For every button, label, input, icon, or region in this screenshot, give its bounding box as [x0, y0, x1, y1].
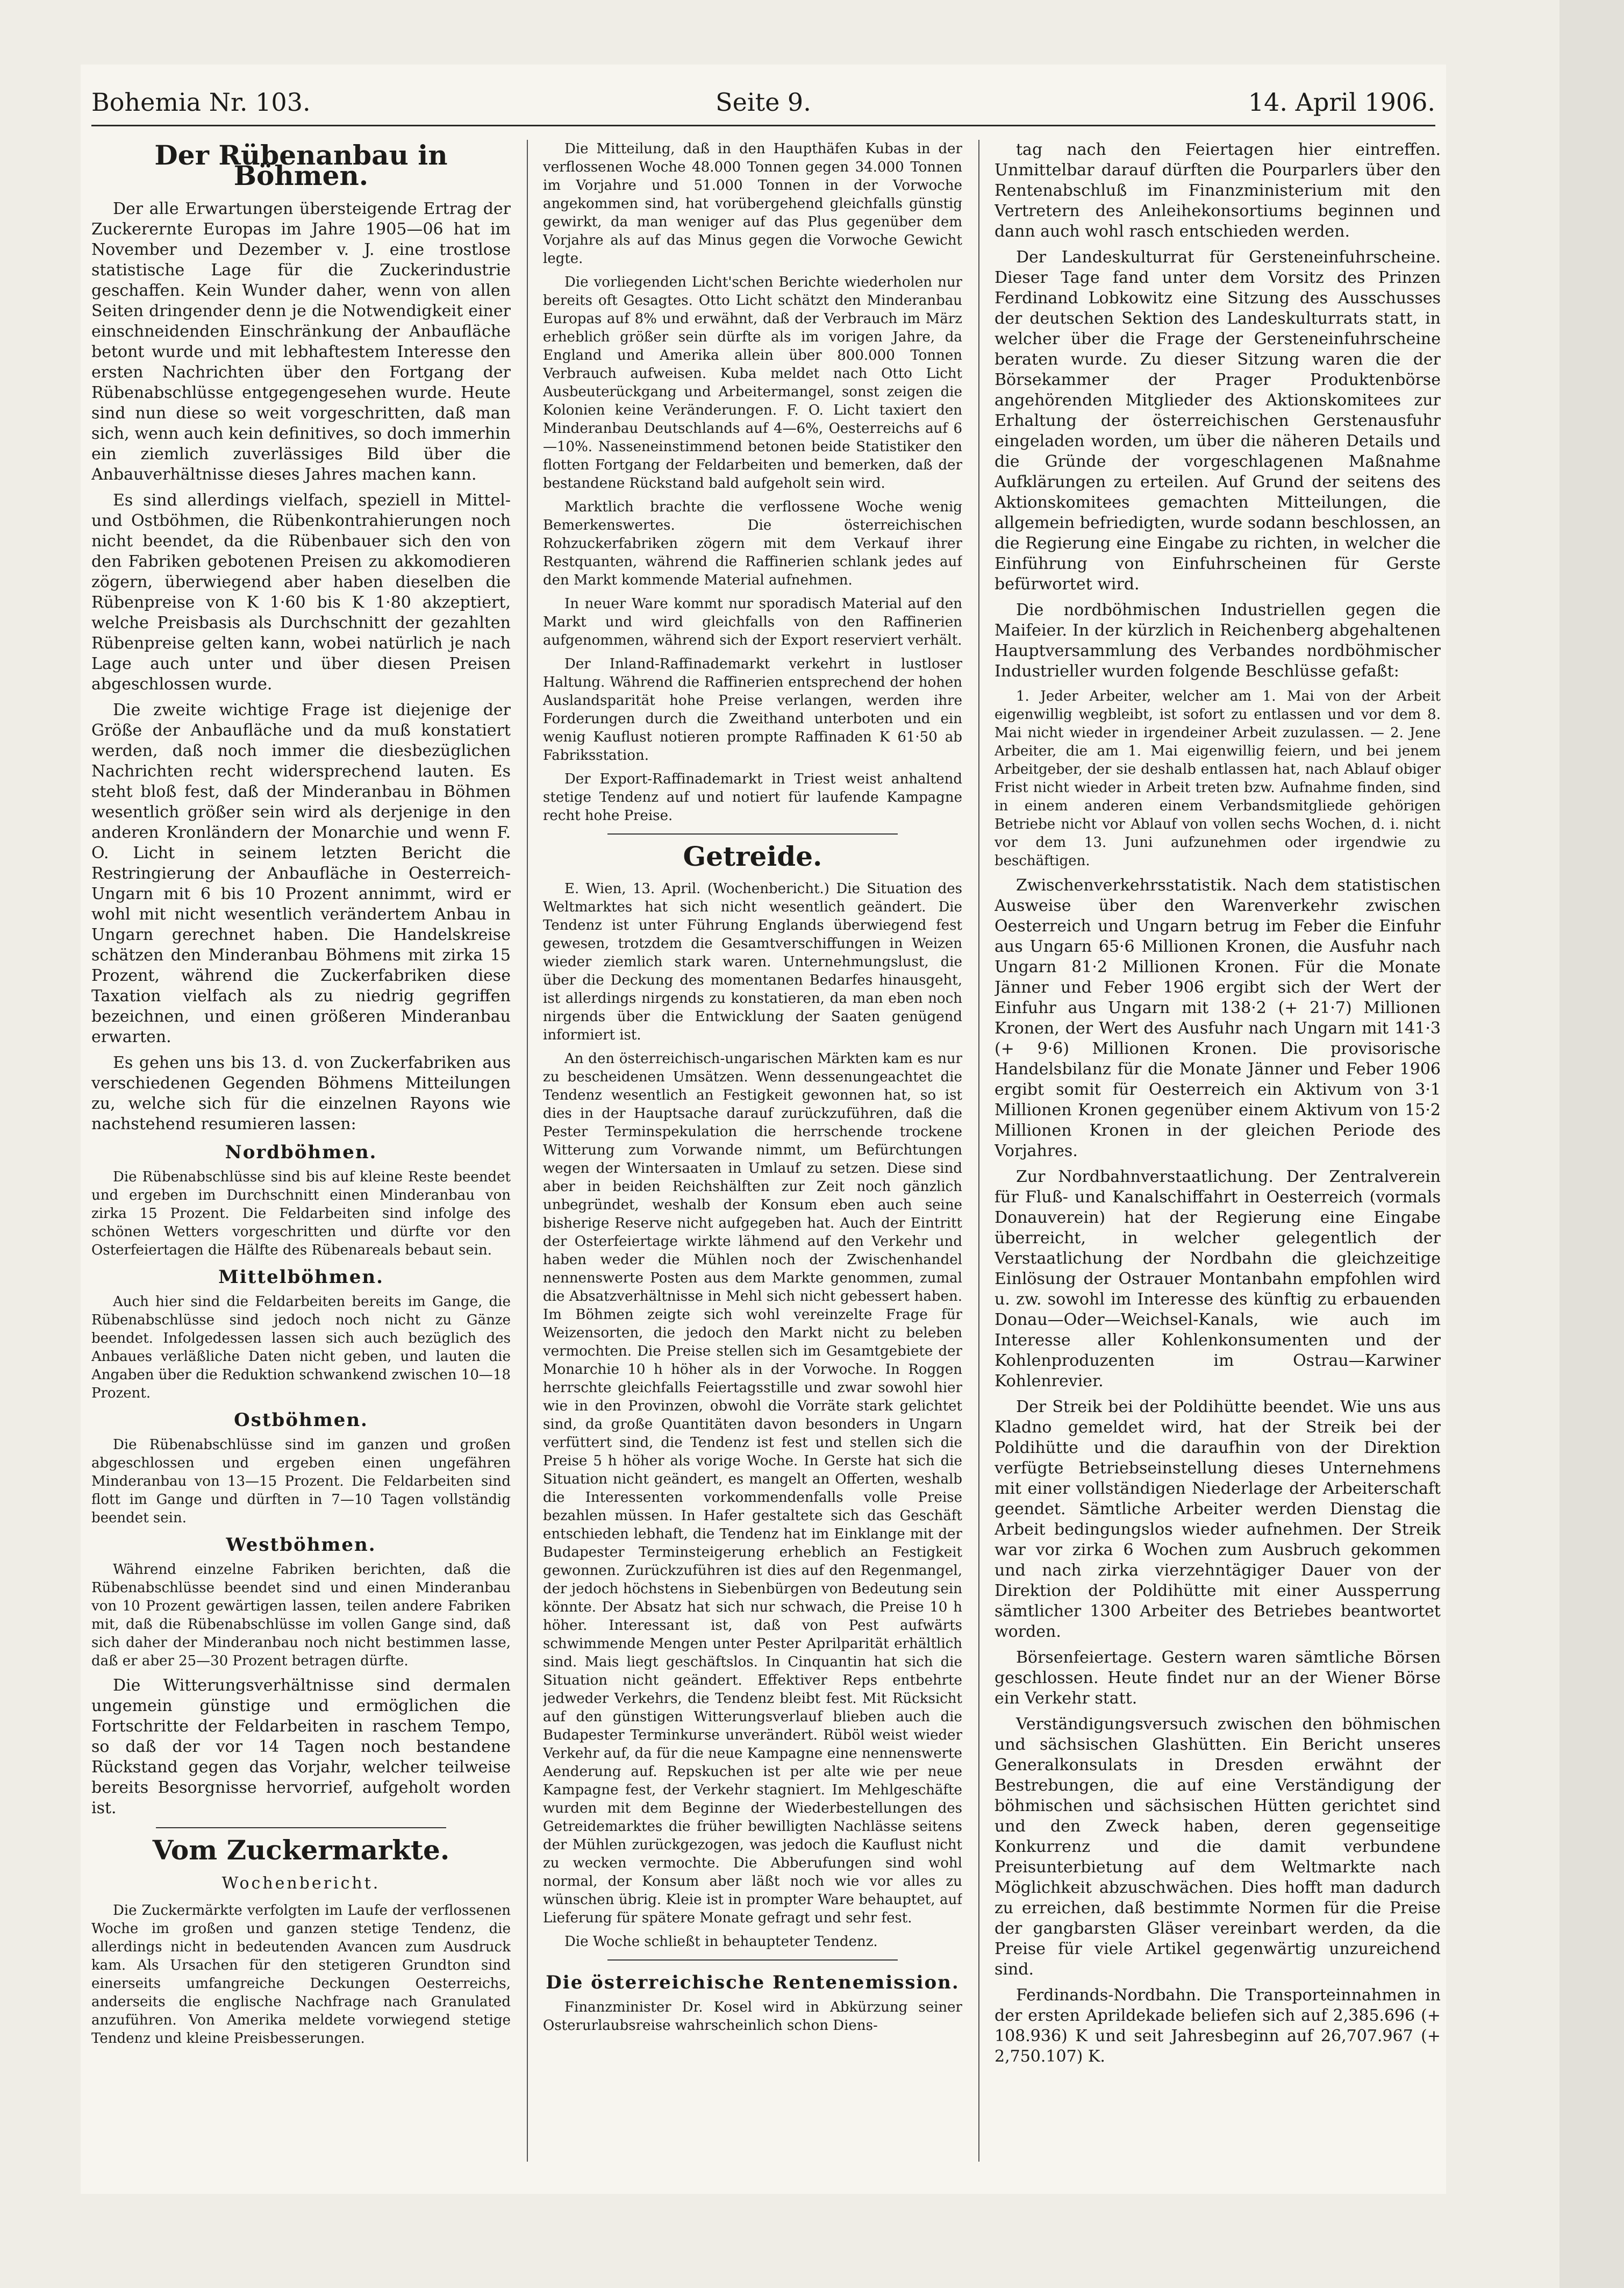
column-rule-2: [978, 140, 979, 2162]
paragraph: Die Woche schließt in behaupteter Tendenz.: [564, 1934, 878, 1950]
paragraph: Die nordböhmischen Industriellen gegen die Maifeier. In der kürzlich in Reichenberg abgehaltenen Hauptversammlung des Verbandes nordböhmischer Industrieller wurden folgende Beschlüsse gefaßt:: [995, 601, 1441, 681]
paragraph: Es gehen uns bis 13. d. von Zuckerfabriken aus verschiedenen Gegenden Böhmens Mitteilungen zu, welche sich für die einzelnen Rayons wie nachstehend resumieren lassen:: [91, 1053, 511, 1134]
paragraph: 1. Jeder Arbeiter, welcher am 1. Mai von der Arbeit eigenwillig wegbleibt, ist sofort zu entlassen und vor dem 8. Mai nicht wieder in irgendeiner Arbeit zuzulassen. — 2. Jene Arbeiter, die am 1. Mai eigenwillig feiern, und bei jenem Arbeitgeber, der sie deshalb entlassen hat, nach Ablauf obiger Frist nicht wieder in Arbeit treten bzw. Aufnahme finden, sind in einem anderen einem Verbandsmitgliede gehörigen Betriebe nicht vor Ablauf von vollen sechs Wochen, d. i. nicht vor dem 13. Juni aufzunehmen oder irgendwie zu beschäftigen.: [995, 688, 1441, 869]
newspaper-page: [81, 65, 1446, 2194]
paragraph: Börsenfeiertage. Gestern waren sämtliche Börsen geschlossen. Heute findet nur an der Wiener Börse ein Verkehr statt.: [995, 1648, 1441, 1708]
paragraph: Der Streik bei der Poldihütte beendet. Wie uns aus Kladno gemeldet wird, hat der Streik bei der Poldihütte und die daraufhin von der Direktion verfügte Betriebseinstellung dieses Unternehmens mit einer vollständigen Niederlage der Arbeiterschaft geendet. Sämtliche Arbeiter werden Dienstag die Arbeit bedingungslos wieder aufnehmen. Der Streik war vor zirka 6 Wochen zum Ausbruch gekommen und nach zirka vierzehntägiger Dauer von der Direktion der Poldihütte mit einer Aussperrung sämtlicher 1300 Arbeiter des Betriebes beantwortet worden.: [995, 1398, 1441, 1641]
header-right: 14. April 1906.: [1248, 88, 1435, 117]
section-heading-mittelboehmen: Mittelböhmen.: [218, 1266, 384, 1288]
paragraph: Der Landeskulturrat für Gersteneinfuhrscheine. Dieser Tage fand unter dem Vorsitz des Prinzen Ferdinand Lobkowitz eine Sitzung des Ausschusses der deutschen Sektion des Landeskulturrats statt, in welcher über die Frage der Gersteneinfuhrscheine beraten wurde. Zu dieser Sitzung waren die der Börsekammer der Prager Produktenbörse angehörenden Mitglieder des Aktionskomitees zur Erhaltung der österreichischen Gerstenausfuhr eingeladen worden, um über die näheren Details und die Gründe der vorgeschlagenen Maßnahme Aufklärungen zu erteilen. Auf Grund der seitens des Aktionskomitees gemachten Mitteilungen, die allgemein befriedigten, wurde sodann beschlossen, an die Regierung eine Eingabe zu richten, in welcher die Einführung von Einfuhrscheinen für Gerste befürwortet wird.: [995, 248, 1441, 594]
paragraph: E. Wien, 13. April. (Wochenbericht.) Die Situation des Weltmarktes hat sich nicht wesentlich geändert. Die Tendenz ist unter Führung Englands überwiegend fest gewesen, trotzdem die Gesamtverschiffungen in Weizen wieder ziemlich stark waren. Unternehmungslust, die über die Deckung des momentanen Bedarfes hinausgeht, ist allerdings nirgends zu konstatieren, da man eben noch nirgends über die Entwicklung der Saaten genügend informiert ist.: [543, 881, 962, 1043]
article-separator: [607, 833, 898, 835]
paragraph: Die Zuckermärkte verfolgten im Laufe der verflossenen Woche im großen und ganzen stetige Tendenz, die allerdings nicht in bedeutenden Avancen zum Ausdruck kam. Als Ursachen für den stetigeren Grundton sind einerseits umfangreiche Deckungen Oesterreichs, anderseits die englische Nachfrage nach Granulated anzuführen. Von Amerika meldete vorwiegend stetige Tendenz und kleine Preisbesserungen.: [91, 1902, 511, 2047]
paragraph: Verständigungsversuch zwischen den böhmischen und sächsischen Glashütten. Ein Bericht unseres Generalkonsulats in Dresden erwähnt der Bestrebungen, die auf eine Verständigung der böhmischen und sächsischen Hütten gerichtet sind und den Zweck haben, deren gegenseitige Konkurrenz und die damit verbundene Preisunterbietung auf dem Weltmarkte nach Möglichkeit abzuschwächen. Dies hofft man dadurch zu erreichen, daß bestimmte Normen für die Preise der gangbarsten Gläser vereinbart werden, da die Preise für viele Artikel gegenwärtig unzureichend sind.: [995, 1715, 1441, 1979]
paragraph: An den österreichisch-ungarischen Märkten kam es nur zu bescheidenen Umsätzen. Wenn dessenungeachtet die Tendenz wesentlich an Festigkeit gewonnen hat, so ist dies in der Hauptsache darauf zurückzuführen, daß die Pester Terminspekulation die herrschende trockene Witterung zum Vorwande nimmt, um Befürchtungen wegen der Wintersaaten in Umlauf zu setzen. Diese sind aber in beiden Reichshälften zur Zeit noch gänzlich unbegründet, weshalb der Konsum eben auch seine bisherige Reserve nicht aufgegeben hat. Auch der Eintritt der Osterfeiertage wirkte lähmend auf den Verkehr und haben weder die Mühlen noch der Zwischenhandel nennenswerte Posten aus dem Markte genommen, zumal die Absatzverhältnisse in Mehl sich nicht gebessert haben. Im Böhmen zeigte sich wohl vereinzelte Frage für Weizensorten, die jedoch den Markt nicht zu beleben vermochten. Die Preise stellen sich im Gesamtgebiete der Monarchie 10 h höher als in der Vorwoche. In Roggen herrschte gleichfalls Feiertagsstille und zwar sowohl hier wie in den Provinzen, obwohl die Vorräte stark gelichtet sind, da große Quantitäten davon besonders in Ungarn verfüttert sind, die Tendenz ist fest und stellen sich die Preise 5 h höher als vorige Woche. In Gerste hat sich die Situation nicht geändert, es mangelt an Offerten, weshalb die Interessenten vorkommendenfalls volle Preise bezahlen müssen. In Hafer gestaltete sich das Geschäft entschieden lebhaft, die Tendenz hat im Einklange mit der Budapester Terminsteigerung erheblich an Festigkeit gewonnen. Zurückzuführen ist dies auf den Regenmangel, der jedoch höchstens in Siebenbürgen von Bedeutung sein könnte. Der Absatz hat sich nur schwach, die Preise 10 h höher. Interessant ist, daß von Pest aufwärts schwimmende Mengen unter Pester Aprilparität erhältlich sind. Mais liegt geschäftslos. In Cinquantin hat sich die Situation nicht geändert. Effektiver Reps entbehrte jedweder Verkehrs, die Tendenz bleibt fest. Mit Rücksicht auf den günstigen Witterungsverlauf blieben auch die Budapester Terminkurse unverändert. Rüböl weist wieder Verkehr auf, da für die neue Kampagne eine nennenswerte Aenderung auf. Repskuchen ist per alte wie per neue Kampagne fest, der Verkehr stagniert. Im Mehlgeschäfte wurden mit dem Beginne der Wiederbestellungen des Getreidemarktes die früher bewilligten Nachlässe seitens der Mühlen zurückgezogen, was jedoch die Kauflust nicht zu wecken vermochte. Die Abberufungen sind wohl normal, der Konsum aber läßt noch wie vor alles zu wünschen übrig. Kleie ist in prompter Ware behauptet, auf Lieferung für spätere Monate gefragt und sehr fest.: [543, 1051, 962, 1926]
header-left: Bohemia Nr. 103.: [91, 88, 311, 117]
article-separator: [156, 1827, 446, 1828]
article-separator: [607, 1959, 898, 1961]
header-center: Seite 9.: [716, 88, 811, 117]
paragraph: Während einzelne Fabriken berichten, daß die Rübenabschlüsse beendet sind und einen Minderanbau von 10 Prozent gewärtigen lassen, teilen andere Fabriken mit, daß die Rübenabschlüsse im vollen Gange sind, daß sich daher der Minderanbau noch nicht bestimmen lasse, daß er aber 25—30 Prozent betragen dürfte.: [91, 1562, 511, 1669]
scan-margin: [1559, 0, 1624, 2288]
page-header: [91, 83, 1435, 121]
column-2: [543, 140, 962, 2189]
paragraph: Der Export-Raffinademarkt in Triest weist anhaltend stetige Tendenz auf und notiert für laufende Kampagne recht hohe Preise.: [543, 771, 962, 824]
paragraph: Die Witterungsverhältnisse sind dermalen ungemein günstige und ermöglichen die Fortschritte der Feldarbeiten in raschem Tempo, so daß der vor 14 Tagen noch bestandene Rückstand gegen das Vorjahr, welcher teilweise bereits Besorgnisse hervorrief, aufgeholt worden ist.: [91, 1676, 511, 1817]
paragraph: Der Inland-Raffinademarkt verkehrt in lustloser Haltung. Während die Raffinerien entsprechend der hohen Auslandsparität hohe Preise verlangen, werden ihre Forderungen durch die Zweithand unterboten und ein wenig Kauflust notieren prompte Raffinaden K 61·50 ab Fabriksstation.: [543, 656, 962, 764]
paragraph: Auch hier sind die Feldarbeiten bereits im Gange, die Rübenabschlüsse sind jedoch noch nicht zu Gänze beendet. Infolgedessen lassen sich auch bezüglich des Anbaues verläßliche Daten nicht geben, und lauten die Angaben über die Reduktion schwankend zwischen 10—18 Prozent.: [91, 1294, 511, 1401]
paragraph: Marktlich brachte die verflossene Woche wenig Bemerkenswertes. Die österreichischen Rohzuckerfabriken zögern mit dem Verkauf ihrer Restquanten, während die Raffinerien schlank jedes auf den Markt kommende Material aufnehmen.: [543, 499, 962, 588]
paragraph: Der alle Erwartungen übersteigende Ertrag der Zuckerernte Europas im Jahre 1905—06 hat im November und Dezember v. J. eine trostlose statistische Lage für die Zuckerindustrie geschaffen. Kein Wunder daher, wenn von allen Seiten dringender denn je die Notwendigkeit einer einschneidenden Einschränkung der Anbaufläche betont wurde und mit lebhaftestem Interesse den ersten Nachrichten über den Fortgang der Rübenabschlüsse entgegengesehen wurde. Heute sind nun diese so weit vorgeschritten, daß man sich, wenn auch kein definitives, so doch immerhin ein ziemlich zuverlässiges Bild über die Anbauverhältnisse dieses Jahres machen kann.: [91, 199, 511, 484]
paragraph: Finanzminister Dr. Kosel wird in Abkürzung seiner Osterurlaubsreise wahrscheinlich schon Diens-: [543, 1999, 962, 2034]
section-heading-westboehmen: Westböhmen.: [226, 1534, 376, 1556]
paragraph: Es sind allerdings vielfach, speziell in Mittel- und Ostböhmen, die Rübenkontrahierungen noch nicht beendet, da die Rübenbauer sich den von den Fabriken gebotenen Preisen zu akkomodieren zögern, überwiegend aber haben dieselben die Rübenpreise von K 1·60 bis K 1·80 akzeptiert, welche Preisbasis als Durchschnitt der gezahlten Rübenpreise gelten kann, wobei natürlich je nach Lage auch unter und über diesen Preisen abgeschlossen wurde.: [91, 491, 511, 694]
column-1: [91, 140, 511, 2189]
article-title-zuckermarkt: Vom Zuckermarkte.: [152, 1834, 450, 1866]
paragraph: Die Rübenabschlüsse sind bis auf kleine Reste beendet und ergeben im Durchschnitt einen Minderanbau von zirka 15 Prozent. Die Feldarbeiten sind infolge des schönen Wetters vorgeschritten und dürfte vor den Osterfeiertagen die Hälfte des Rübenareals bebaut sein.: [91, 1169, 511, 1258]
article-title-getreide: Getreide.: [683, 840, 822, 872]
column-3: [995, 140, 1441, 2189]
paragraph: Die zweite wichtige Frage ist diejenige der Größe der Anbaufläche und da muß konstatiert werden, daß noch immer die diesbezüglichen Nachrichten recht widersprechend lauten. Es steht bloß fest, daß der Minderanbau in Böhmen wesentlich größer sein wird als derjenige in den anderen Kronländern der Monarchie und wenn F. O. Licht in seinem letzten Bericht die Restringierung der Anbaufläche in Oesterreich-Ungarn mit 6 bis 10 Prozent annimmt, wird er wohl mit nicht wesentlich verändertem Anbau in Ungarn gerechnet haben. Die Handelskreise schätzen den Minderanbau Böhmens mit zirka 15 Prozent, während die Zuckerfabriken diese Taxation vielfach als zu niedrig gegriffen bezeichnen, und einen größeren Minderanbau erwarten.: [91, 701, 511, 1046]
paragraph: Zur Nordbahnverstaatlichung. Der Zentralverein für Fluß- und Kanalschiffahrt in Oesterreich (vormals Donauverein) hat der Regierung eine Eingabe überreicht, in welcher gelegentlich der Verstaatlichung der Nordbahn die gleichzeitige Einlösung der Ostrauer Montanbahn empfohlen wird u. zw. sowohl im Interesse des künftig zu erbauenden Donau—Oder—Weichsel-Kanals, wie auch im Interesse aller Kohlenkonsumenten und der Kohlenproduzenten im Ostrau—Karwiner Kohlenrevier.: [995, 1167, 1441, 1391]
paragraph: Die Mitteilung, daß in den Haupthäfen Kubas in der verflossenen Woche 48.000 Tonnen gegen 34.000 Tonnen im Vorjahre und 51.000 Tonnen in der Vorwoche angekommen sind, hat vorübergehend gleichfalls günstig gewirkt, da man weniger auf das Plus gegenüber dem Vorjahre als auf das Minus gegen die Vorwoche Gewicht legte.: [543, 141, 962, 267]
paragraph: tag nach den Feiertagen hier eintreffen. Unmittelbar darauf dürften die Pourparlers über den Rentenabschluß im Finanzministerium mit den Vertretern des Anleihekonsortiums beginnen und dann auch wohl rasch entschieden werden.: [995, 140, 1441, 241]
header-rule: [91, 125, 1435, 126]
paragraph: Die Rübenabschlüsse sind im ganzen und großen abgeschlossen und ergeben einen ungefähren Minderanbau von 13—15 Prozent. Die Feldarbeiten sind flott im Gange und dürften in 7—10 Tagen vollständig beendet sein.: [91, 1437, 511, 1526]
paragraph: Zwischenverkehrsstatistik. Nach dem statistischen Ausweise über den Warenverkehr zwischen Oesterreich und Ungarn betrug im Feber die Einfuhr aus Ungarn 65·6 Millionen Kronen, die Ausfuhr nach Ungarn 81·2 Millionen Kronen. Für die Monate Jänner und Feber 1906 ergibt sich der Wert der Einfuhr aus Ungarn mit 138·2 (+ 21·7) Millionen Kronen, der Wert des Ausfuhr nach Ungarn mit 141·3 (+ 9·6) Millionen Kronen. Die provisorische Handelsbilanz für die Monate Jänner und Feber 1906 ergibt somit für Oesterreich ein Aktivum von 3·1 Millionen Kronen gegenüber einem Aktivum von 15·2 Millionen Kronen in der gleichen Periode des Vorjahres.: [995, 876, 1441, 1160]
section-heading-nordboehmen: Nordböhmen.: [225, 1142, 377, 1163]
paragraph: In neuer Ware kommt nur sporadisch Material auf den Markt und wird gleichfalls von den Raffinerien aufgenommen, während sich der Export reserviert verhält.: [543, 596, 962, 648]
article-title-ruebenanbau: Der Rübenanbau in Böhmen.: [154, 140, 448, 191]
article-title-rentenemission: Die österreichische Rentenemission.: [546, 1972, 960, 1993]
paragraph: Ferdinands-Nordbahn. Die Transporteinnahmen in der ersten Aprildekade beliefen sich auf 2,385.696 (+ 108.936) K und seit Jahresbeginn auf 26,707.967 (+ 2,750.107) K.: [995, 1986, 1441, 2066]
paragraph: Die vorliegenden Licht'schen Berichte wiederholen nur bereits oft Gesagtes. Otto Licht schätzt den Minderanbau Europas auf 8% und erwähnt, daß der Verbrauch im März erheblich größer sein dürfte als im vorigen Jahre, da England und Amerika allein über 800.000 Tonnen Verbrauch aufweisen. Kuba meldet nach Otto Licht Ausbeuterückgang und Arbeitermangel, sonst zeigen die Kolonien keine Veränderungen. F. O. Licht taxiert den Minderanbau Deutschlands auf 4—6%, Oesterreichs auf 6—10%. Nasseneinstimmend betonen beide Statistiker den flotten Fortgang der Feldarbeiten und bemerken, daß der bestandene Rückstand bald aufgeholt sein wird.: [543, 274, 962, 491]
article-subtitle: Wochenbericht.: [221, 1874, 381, 1893]
section-heading-ostboehmen: Ostböhmen.: [234, 1409, 368, 1431]
column-rule-1: [527, 140, 528, 2162]
